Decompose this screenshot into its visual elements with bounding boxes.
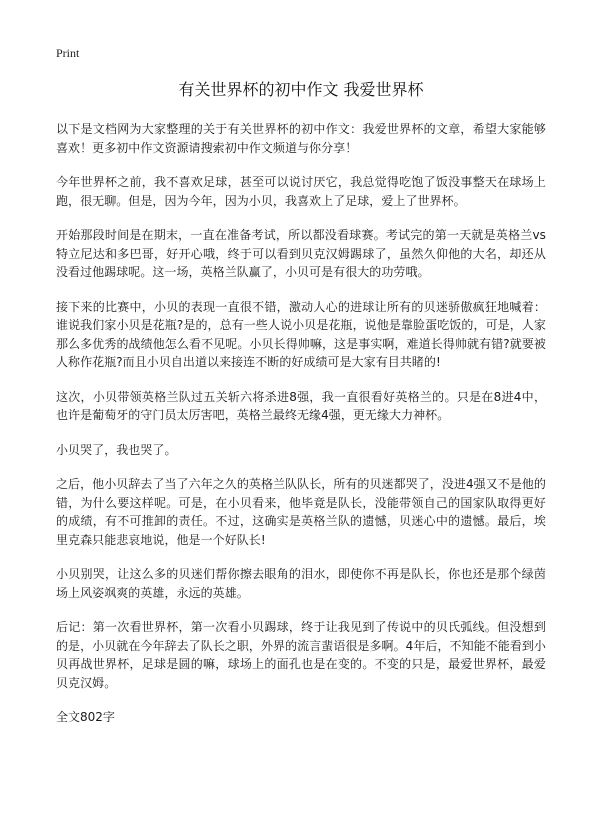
page-title: 有关世界杯的初中作文 我爱世界杯 [178, 80, 424, 99]
paragraph-1: 今年世界杯之前，我不喜欢足球，甚至可以说讨厌它，我总觉得吃饱了饭没事整天在球场上跑，很无聊。但是，因为今年，因为小贝，我喜欢上了足球，爱上了世界杯。 [56, 175, 546, 208]
paragraph-4: 这次，小贝带领英格兰队过五关斩六将杀进8强，我一直很看好英格兰的。只是在8进4中，也许是葡萄牙的守门员太厉害吧，英格兰最终无缘4强，更无缘大力神杯。 [56, 389, 546, 422]
paragraph-5: 小贝哭了，我也哭了。 [56, 442, 177, 457]
article-body [56, 120, 546, 726]
paragraph-6: 之后，他小贝辞去了当了六年之久的英格兰队队长，所有的贝迷都哭了，没进4强又不是他的错，为什么要这样呢。可是，在小贝看来，他毕竟是队长，没能带领自己的国家队取得更好的成绩，有不可推卸的责任。不过，这确实是英格兰队的遗憾，贝迷心中的遗憾。最后，埃里克森只能悲哀地说，他是一个好队长! [56, 477, 546, 547]
paragraph-3: 接下来的比赛中，小贝的表现一直很不错，激动人心的进球让所有的贝迷骄傲疯狂地喊着：谁说我们家小贝是花瓶?是的，总有一些人说小贝是花瓶，说他是靠脸蛋吃饭的，可是，人家那么多优秀的战绩他怎么看不见呢。小贝长得帅嘛，这是事实啊，难道长得帅就有错?就要被人称作花瓶?而且小贝自出道以来接连不断的好成绩可是大家有目共睹的! [56, 299, 546, 369]
word-count: 全文802字 [56, 710, 115, 724]
print-label: Print [56, 46, 80, 60]
paragraph-intro: 以下是文档网为大家整理的关于有关世界杯的初中作文：我爱世界杯的文章，希望大家能够喜欢！更多初中作文资源请搜索初中作文频道与你分享！ [56, 122, 546, 155]
paragraph-7: 小贝别哭，让这么多的贝迷们帮你擦去眼角的泪水，即使你不再是队长，你也还是那个绿茵场上风姿飒爽的英雄，永远的英雄。 [56, 567, 546, 600]
paragraph-2: 开始那段时间是在期末，一直在准备考试，所以都没看球赛。考试完的第一天就是英格兰vs特立尼达和多巴哥，好开心哦，终于可以看到贝克汉姆踢球了，虽然久仰他的大名，却还从没看过他踢球呢。这一场，英格兰队赢了，小贝可是有很大的功劳哦。 [56, 228, 546, 279]
paragraph-afterword: 后记：第一次看世界杯，第一次看小贝踢球，终于让我见到了传说中的贝氏弧线。但没想到的是，小贝就在今年辞去了队长之职，外界的流言蜚语很是多啊。4年后，不知能不能看到小贝再战世界杯，足球是圆的嘛，球场上的面孔也是在变的。不变的只是，最爱世界杯，最爱贝克汉姆。 [56, 620, 546, 690]
